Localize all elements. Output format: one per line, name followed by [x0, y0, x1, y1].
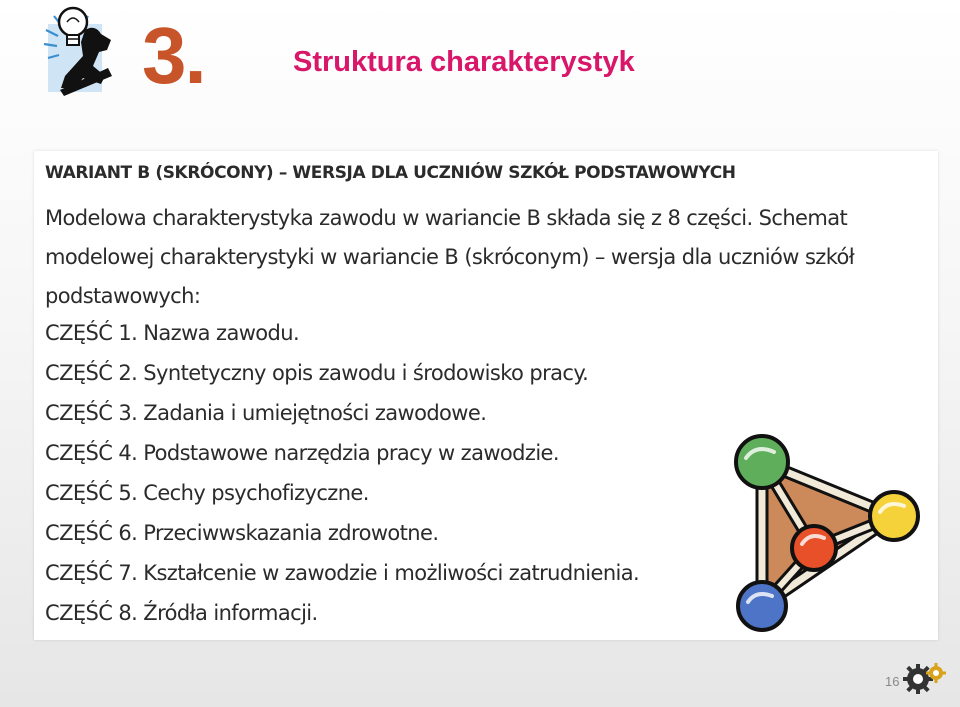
part-item-1: CZĘŚĆ 1. Nazwa zawodu.	[45, 321, 300, 345]
gears-icon	[900, 655, 948, 699]
part-item-6: CZĘŚĆ 6. Przeciwwskazania zdrowotne.	[45, 521, 439, 545]
parts-list	[45, 313, 639, 633]
page-number: 16	[885, 674, 900, 689]
intro-paragraph: Modelowa charakterystyka zawodu w wariancie B składa się z 8 części. Schemat modelowej charakterystyki w wariancie B (skróconym) – wersja dla uczniów szkół podstawowych:	[45, 206, 855, 308]
slide-title: Struktura charakterystyk	[293, 46, 635, 78]
panel-heading: WARIANT B (SKRÓCONY) – WERSJA DLA UCZNIÓW SZKÓŁ PODSTAWOWYCH	[45, 163, 736, 183]
part-item-7: CZĘŚĆ 7. Kształcenie w zawodzie i możliwości zatrudnienia.	[45, 561, 640, 585]
part-item-5: CZĘŚĆ 5. Cechy psychofizyczne.	[45, 481, 369, 505]
part-item-3: CZĘŚĆ 3. Zadania i umiejętności zawodowe.	[45, 401, 487, 425]
lightbulb-thinker-icon	[40, 0, 140, 98]
section-number: 3.	[142, 11, 205, 100]
part-item-4: CZĘŚĆ 4. Podstawowe narzędzia pracy w zawodzie.	[45, 441, 559, 465]
part-item-2: CZĘŚĆ 2. Syntetyczny opis zawodu i środowisko pracy.	[45, 361, 589, 385]
molecule-icon	[724, 430, 934, 640]
part-item-8: CZĘŚĆ 8. Źródła informacji.	[45, 601, 318, 625]
